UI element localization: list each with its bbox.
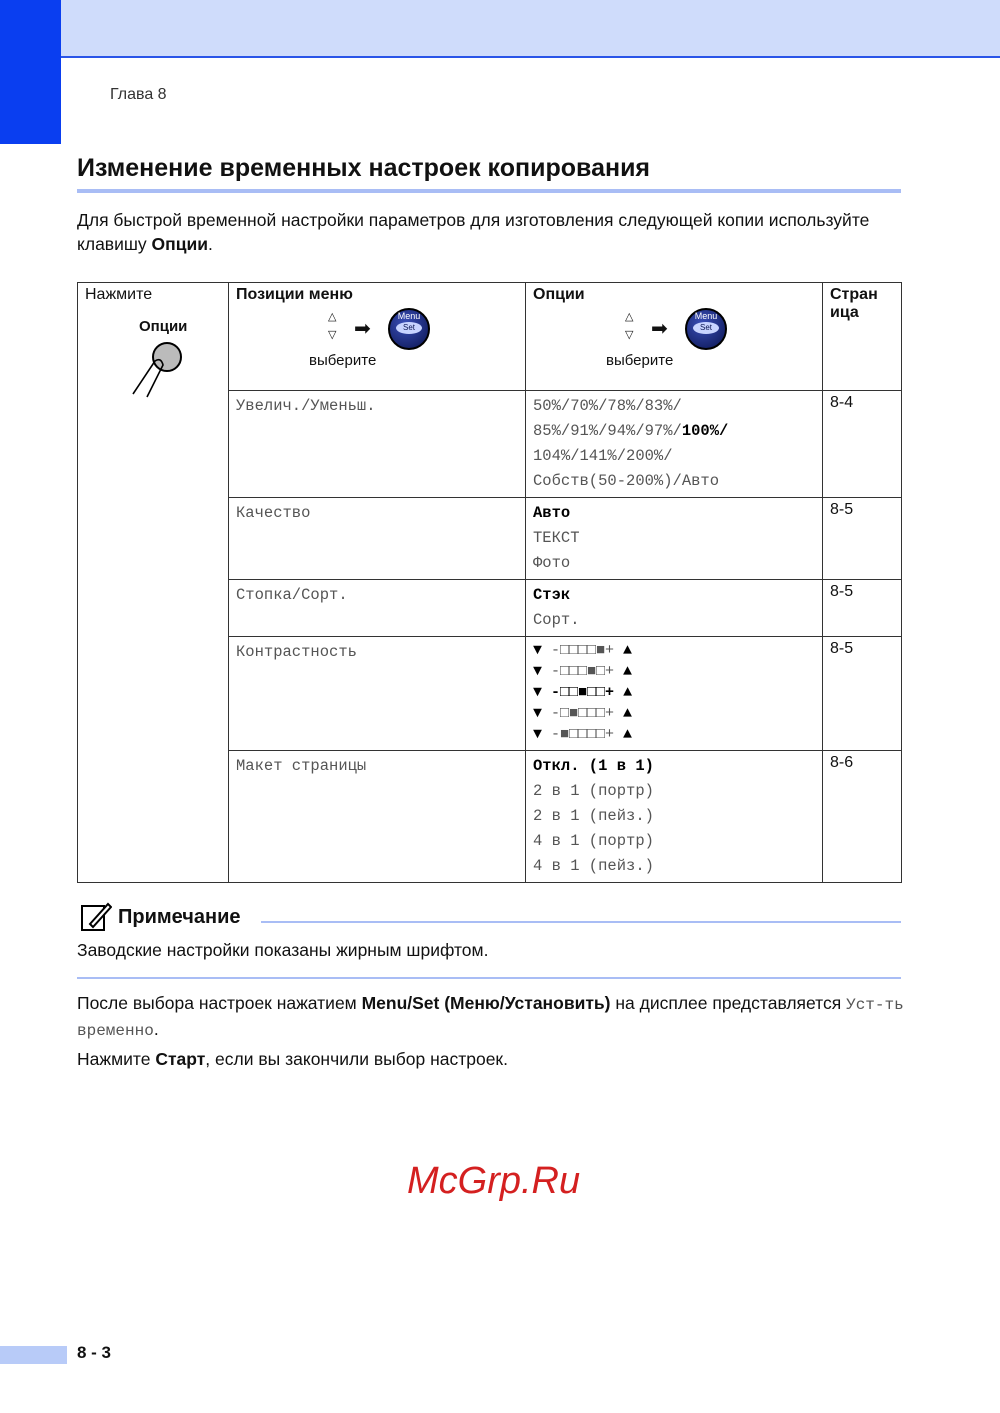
watermark: McGrp.Ru [407,1160,581,1202]
down-triangle-icon: ▼ [533,705,543,722]
table-row: Качество Авто ТЕКСТ Фото 8-5 [78,498,902,580]
page-header: Стран ица [823,283,902,391]
page-title: Изменение временных настроек копирования [77,154,901,193]
table-row: Стопка/Сорт. Стэк Сорт. 8-5 [78,580,902,637]
down-triangle-icon: ▼ [533,726,543,743]
contrast-level: ▼ -□■□□□+ ▲ [533,705,633,722]
contrast-scale [526,637,823,751]
settings-table [77,282,902,883]
down-triangle-icon: ▼ [533,663,543,680]
table-row: Макет страницы Откл. (1 в 1) 2 в 1 (портр) 2 в 1 (пейз.) 4 в 1 (портр) 4 в 1 (пейз.) 8-6 [78,751,902,883]
divider [77,977,901,979]
paragraph-start: Нажмите Старт, если вы закончили выбор настроек. [77,1049,508,1069]
chapter-tab [0,0,61,144]
contrast-level: ▼ -□□□□■+ ▲ [533,642,633,659]
up-triangle-icon: ▲ [623,726,633,743]
note-text: Заводские настройки показаны жирным шрифтом. [77,940,489,960]
chapter-label: Глава 8 [110,86,167,103]
right-arrow-icon: ➡ [354,318,371,340]
up-arrow-icon: △ [625,311,634,323]
right-arrow-icon: ➡ [651,318,668,340]
menu-positions-header: Позиции меню △ ▽ ➡ Menu Set выберите [229,283,526,391]
up-triangle-icon: ▲ [623,642,633,659]
menu-set-icon: Menu Set [685,308,727,350]
note-pencil-icon [80,902,112,932]
up-triangle-icon: ▲ [623,663,633,680]
page-number: 8 - 3 [77,1343,112,1362]
up-triangle-icon: ▲ [623,705,633,722]
down-triangle-icon: ▼ [533,642,543,659]
contrast-level: ▼ -■□□□□+ ▲ [533,726,633,743]
up-triangle-icon: ▲ [623,684,633,701]
table-row: Контрастность ▼ -□□□□■+ ▲ ▼ -□□□■□+ ▲ ▼ -□□■□□+ ▲ ▼ -□■□□□+ ▲ ▼ -■□□□□+ ▲ 8-5 [78,637,902,751]
options-header: Опции △ ▽ ➡ Menu Set выберите [526,283,823,391]
down-triangle-icon: ▼ [533,684,543,701]
header-band [0,0,1000,58]
options-key-label: Опции [139,318,188,335]
up-arrow-icon: △ [328,311,337,323]
footer-band [0,1346,67,1364]
down-arrow-icon: ▽ [328,329,337,341]
contrast-level: ▼ -□□■□□+ ▲ [533,684,633,701]
intro-text: Для быстрой временной настройки параметров для изготовления следующей копии используйте клавишу Опции. [77,210,870,254]
finger-press-icon [125,339,195,399]
table-row: Увелич./Уменьш. 50%/70%/78%/83%/ 85%/91%/94%/97%/100%/ 104%/141%/200%/ Собств(50-200%)/Авто 8-4 [78,391,902,498]
paragraph-menu-set: После выбора настроек нажатием Menu/Set (Меню/Установить) на дисплее представляется Уст-ть временно. [77,993,904,1040]
press-cell: Нажмите Опции [78,283,229,883]
down-arrow-icon: ▽ [625,329,634,341]
note-heading: Примечание [80,902,901,932]
contrast-level: ▼ -□□□■□+ ▲ [533,663,633,680]
menu-set-icon: Menu Set [388,308,430,350]
